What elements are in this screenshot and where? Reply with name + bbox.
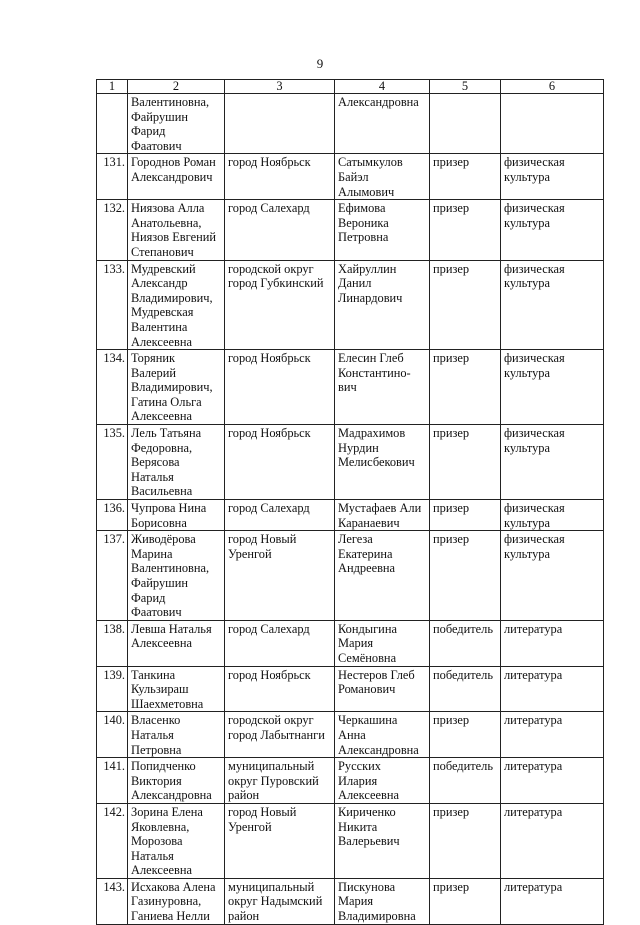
row-number: 142.: [97, 803, 128, 878]
municipality-cell-line: округ Надымский: [228, 894, 323, 909]
status-cell: призер: [430, 712, 501, 758]
row-number: 131.: [97, 154, 128, 200]
mentor-cell-line: Валентиновна,: [131, 561, 210, 576]
municipality-cell: [225, 712, 335, 758]
results-table: [96, 79, 604, 925]
participant-cell-line: Нестеров Глеб: [338, 667, 415, 682]
column-header: 4: [335, 80, 430, 94]
municipality-cell: [225, 94, 335, 154]
mentor-cell: [128, 620, 225, 666]
row-number: 141.: [97, 758, 128, 804]
municipality-cell-line: город Новый: [228, 532, 297, 547]
subject-cell-line: культура: [504, 169, 550, 184]
participant-cell: [335, 350, 430, 425]
municipality-cell-line: город Ноябрьск: [228, 426, 311, 441]
subject-cell: [501, 350, 604, 425]
table-row: [97, 154, 604, 200]
participant-cell-line: Алымович: [338, 184, 395, 199]
participant-cell: [335, 260, 430, 350]
status-cell: призер: [430, 260, 501, 350]
participant-cell-line: Романович: [338, 682, 396, 697]
mentor-cell: [128, 666, 225, 712]
column-header: 2: [128, 80, 225, 94]
participant-cell: [335, 666, 430, 712]
participant-cell-line: Хайруллин: [338, 261, 397, 276]
mentor-cell-line: Газинуровна,: [131, 894, 202, 909]
participant-cell-line: Мария: [338, 636, 374, 651]
participant-cell-line: Легеза: [338, 532, 373, 547]
status-cell: победитель: [430, 620, 501, 666]
table-row: [97, 425, 604, 500]
subject-cell: [501, 803, 604, 878]
row-number: 134.: [97, 350, 128, 425]
mentor-cell: [128, 758, 225, 804]
subject-cell-line: литература: [504, 804, 563, 819]
subject-cell: [501, 94, 604, 154]
participant-cell-line: Константино-: [338, 365, 411, 380]
participant-cell-line: Черкашина: [338, 713, 398, 728]
participant-cell: [335, 500, 430, 531]
municipality-cell-line: город Ноябрьск: [228, 667, 311, 682]
mentor-cell-line: Исхакова Алена: [131, 879, 216, 894]
participant-cell-line: Мария: [338, 894, 374, 909]
mentor-cell-line: Лель Татьяна: [131, 426, 202, 441]
municipality-cell-line: город Салехард: [228, 501, 310, 516]
mentor-cell: [128, 712, 225, 758]
row-number: 137.: [97, 531, 128, 621]
table-row: [97, 350, 604, 425]
row-number: 140.: [97, 712, 128, 758]
mentor-cell-line: Живодёрова: [131, 532, 196, 547]
mentor-cell-line: Верясова: [131, 455, 180, 470]
subject-cell: [501, 260, 604, 350]
subject-cell: [501, 531, 604, 621]
municipality-cell-line: городской округ: [228, 713, 314, 728]
row-number: 139.: [97, 666, 128, 712]
subject-cell: [501, 620, 604, 666]
mentor-cell-line: Валерий: [131, 365, 177, 380]
participant-cell-line: Мадрахимов: [338, 426, 406, 441]
participant-cell-line: Ефимова: [338, 201, 386, 216]
status-cell: [430, 94, 501, 154]
mentor-cell-line: Зорина Елена: [131, 804, 203, 819]
participant-cell-line: Илария: [338, 773, 378, 788]
municipality-cell-line: округ Пуровский: [228, 773, 319, 788]
mentor-cell-line: Левша Наталья: [131, 621, 212, 636]
mentor-cell: [128, 803, 225, 878]
municipality-cell: [225, 350, 335, 425]
mentor-cell-line: Мудревский: [131, 261, 196, 276]
mentor-cell: [128, 154, 225, 200]
subject-cell: [501, 878, 604, 924]
subject-cell-line: культура: [504, 365, 550, 380]
row-number: 136.: [97, 500, 128, 531]
mentor-cell-line: Алексеевна: [131, 334, 192, 349]
mentor-cell: [128, 350, 225, 425]
column-header: 1: [97, 80, 128, 94]
subject-cell-line: литература: [504, 713, 563, 728]
participant-cell-line: Кириченко: [338, 804, 396, 819]
mentor-cell-line: Кульзираш: [131, 682, 189, 697]
participant-cell: [335, 425, 430, 500]
mentor-cell-line: Ганиева Нелли: [131, 909, 210, 924]
municipality-cell-line: город Губкинский: [228, 276, 324, 291]
mentor-cell-line: Алексеевна: [131, 636, 192, 651]
participant-cell-line: Александровна: [338, 742, 419, 757]
participant-cell-line: Линардович: [338, 290, 403, 305]
participant-cell-line: Андреевна: [338, 561, 396, 576]
participant-cell: [335, 154, 430, 200]
mentor-cell-line: Яковлевна,: [131, 819, 190, 834]
participant-cell: [335, 531, 430, 621]
status-cell: призер: [430, 200, 501, 260]
municipality-cell: [225, 531, 335, 621]
subject-cell-line: физическая: [504, 501, 565, 516]
participant-cell: [335, 712, 430, 758]
mentor-cell-line: Александровна: [131, 788, 212, 803]
status-cell: призер: [430, 878, 501, 924]
subject-cell-line: физическая: [504, 261, 565, 276]
status-cell: призер: [430, 350, 501, 425]
mentor-cell: [128, 200, 225, 260]
participant-cell-line: Владимировна: [338, 909, 416, 924]
mentor-cell-line: Ниязов Евгений: [131, 230, 216, 245]
municipality-cell-line: муниципальный: [228, 879, 315, 894]
participant-cell-line: Екатерина: [338, 546, 393, 561]
header-row: [97, 80, 604, 94]
subject-cell-line: физическая: [504, 155, 565, 170]
mentor-cell-line: Васильевна: [131, 484, 193, 499]
subject-cell-line: культура: [504, 440, 550, 455]
subject-cell-line: физическая: [504, 532, 565, 547]
municipality-cell: [225, 425, 335, 500]
table-row: [97, 620, 604, 666]
mentor-cell-line: Морозова: [131, 834, 183, 849]
participant-cell-line: Мустафаев Али: [338, 501, 422, 516]
mentor-cell-line: Федоровна,: [131, 440, 193, 455]
participant-cell-line: Мелисбекович: [338, 455, 415, 470]
participant-cell: [335, 758, 430, 804]
table-body: [97, 94, 604, 925]
table-row: [97, 94, 604, 154]
municipality-cell-line: городской округ: [228, 261, 314, 276]
participant-cell-line: Каранаевич: [338, 515, 400, 530]
mentor-cell: [128, 94, 225, 154]
status-cell: призер: [430, 154, 501, 200]
subject-cell-line: литература: [504, 879, 563, 894]
participant-cell-line: Кондыгина: [338, 621, 397, 636]
subject-cell: [501, 758, 604, 804]
municipality-cell: [225, 500, 335, 531]
participant-cell-line: Байэл: [338, 169, 369, 184]
subject-cell-line: физическая: [504, 426, 565, 441]
row-number: 138.: [97, 620, 128, 666]
participant-cell-line: Алексеевна: [338, 788, 399, 803]
municipality-cell-line: город Лабытнанги: [228, 727, 325, 742]
subject-cell-line: культура: [504, 546, 550, 561]
subject-cell: [501, 154, 604, 200]
table-row: [97, 500, 604, 531]
mentor-cell-line: Файрушин: [131, 576, 188, 590]
subject-cell-line: физическая: [504, 201, 565, 216]
municipality-cell: [225, 200, 335, 260]
subject-cell-line: культура: [504, 215, 550, 230]
mentor-cell-line: Танкина: [131, 667, 176, 682]
mentor-cell-line: Городнов Роман: [131, 155, 216, 170]
table-row: [97, 200, 604, 260]
status-cell: призер: [430, 500, 501, 531]
municipality-cell-line: Уренгой: [228, 546, 272, 561]
subject-cell: [501, 712, 604, 758]
mentor-cell-line: Шаехметовна: [131, 696, 204, 711]
mentor-cell-line: Марина: [131, 546, 173, 561]
municipality-cell: [225, 803, 335, 878]
subject-cell: [501, 666, 604, 712]
municipality-cell: [225, 154, 335, 200]
row-number: 135.: [97, 425, 128, 500]
municipality-cell-line: город Салехард: [228, 201, 310, 216]
mentor-cell-line: Попидченко: [131, 759, 196, 774]
participant-cell: [335, 878, 430, 924]
mentor-cell-line: Фаатович: [131, 605, 182, 620]
participant-cell-line: Елесин Глеб: [338, 351, 404, 366]
municipality-cell: [225, 758, 335, 804]
mentor-cell-line: Фаатович: [131, 138, 182, 153]
subject-cell-line: культура: [504, 276, 550, 291]
participant-cell: [335, 200, 430, 260]
mentor-cell: [128, 878, 225, 924]
municipality-cell: [225, 260, 335, 350]
participant-cell-line: Пискунова: [338, 879, 396, 894]
status-cell: победитель: [430, 758, 501, 804]
mentor-cell-line: Алексеевна: [131, 863, 192, 878]
mentor-cell-line: Фарид: [131, 124, 166, 139]
status-cell: призер: [430, 803, 501, 878]
participant-cell-line: Нурдин: [338, 440, 379, 455]
column-header: 5: [430, 80, 501, 94]
mentor-cell-line: Наталья: [131, 727, 174, 742]
table-row: [97, 803, 604, 878]
subject-cell-line: культура: [504, 515, 550, 530]
municipality-cell-line: город Ноябрьск: [228, 155, 311, 170]
participant-cell-line: Вероника: [338, 215, 389, 230]
subject-cell-line: литература: [504, 667, 563, 682]
status-cell: призер: [430, 425, 501, 500]
participant-cell-line: Петровна: [338, 230, 389, 245]
participant-cell-line: Анна: [338, 727, 366, 742]
mentor-cell-line: Власенко: [131, 713, 181, 728]
table-row: [97, 666, 604, 712]
municipality-cell-line: город Ноябрьск: [228, 351, 311, 366]
participant-cell-line: Русских: [338, 759, 381, 774]
status-cell: призер: [430, 531, 501, 621]
mentor-cell: [128, 531, 225, 621]
status-cell: победитель: [430, 666, 501, 712]
subject-cell-line: литература: [504, 621, 563, 636]
municipality-cell-line: муниципальный: [228, 759, 315, 774]
participant-cell: [335, 803, 430, 878]
table-row: [97, 260, 604, 350]
table-row: [97, 531, 604, 621]
subject-cell: [501, 200, 604, 260]
mentor-cell-line: Степанович: [131, 244, 194, 259]
municipality-cell: [225, 620, 335, 666]
mentor-cell-line: Гатина Ольга: [131, 394, 202, 409]
table-row: [97, 758, 604, 804]
mentor-cell-line: Файрушин: [131, 109, 188, 124]
page-number: 9: [316, 56, 324, 71]
mentor-cell-line: Петровна: [131, 742, 182, 757]
mentor-cell-line: Виктория: [131, 773, 182, 788]
municipality-cell-line: район: [228, 909, 260, 924]
column-header: 3: [225, 80, 335, 94]
municipality-cell: [225, 666, 335, 712]
subject-cell-line: физическая: [504, 351, 565, 366]
mentor-cell-line: Александр: [131, 276, 188, 291]
mentor-cell-line: Анатольевна,: [131, 215, 202, 230]
participant-cell: [335, 620, 430, 666]
participant-cell-line: Александровна: [338, 95, 419, 109]
mentor-cell-line: Мудревская: [131, 305, 194, 320]
mentor-cell-line: Торяник: [131, 351, 176, 366]
mentor-cell-line: Фарид: [131, 590, 166, 605]
participant-cell-line: Данил: [338, 276, 372, 291]
subject-cell: [501, 500, 604, 531]
subject-cell-line: литература: [504, 759, 563, 774]
municipality-cell-line: город Новый: [228, 804, 297, 819]
mentor-cell: [128, 500, 225, 531]
mentor-cell-line: Валентина: [131, 319, 188, 334]
column-header: 6: [501, 80, 604, 94]
municipality-cell-line: район: [228, 788, 260, 803]
mentor-cell-line: Ниязова Алла: [131, 201, 205, 216]
row-number: 132.: [97, 200, 128, 260]
mentor-cell: [128, 425, 225, 500]
table-row: [97, 878, 604, 924]
participant-cell: [335, 94, 430, 154]
participant-cell-line: вич: [338, 380, 357, 395]
row-number: [97, 94, 128, 154]
municipality-cell: [225, 878, 335, 924]
table-row: [97, 712, 604, 758]
participant-cell-line: Никита: [338, 819, 378, 834]
municipality-cell-line: Уренгой: [228, 819, 272, 834]
mentor-cell-line: Владимирович,: [131, 380, 213, 395]
participant-cell-line: Валерьевич: [338, 834, 400, 849]
mentor-cell-line: Валентиновна,: [131, 95, 210, 109]
row-number: 143.: [97, 878, 128, 924]
mentor-cell-line: Владимирович,: [131, 290, 213, 305]
subject-cell: [501, 425, 604, 500]
participant-cell-line: Сатымкулов: [338, 155, 403, 170]
mentor-cell-line: Александрович: [131, 169, 213, 184]
mentor-cell-line: Наталья: [131, 469, 174, 484]
participant-cell-line: Семёновна: [338, 650, 397, 665]
mentor-cell-line: Борисовна: [131, 515, 187, 530]
mentor-cell-line: Алексеевна: [131, 409, 192, 424]
municipality-cell-line: город Салехард: [228, 621, 310, 636]
mentor-cell: [128, 260, 225, 350]
row-number: 133.: [97, 260, 128, 350]
mentor-cell-line: Наталья: [131, 848, 174, 863]
mentor-cell-line: Чупрова Нина: [131, 501, 207, 516]
